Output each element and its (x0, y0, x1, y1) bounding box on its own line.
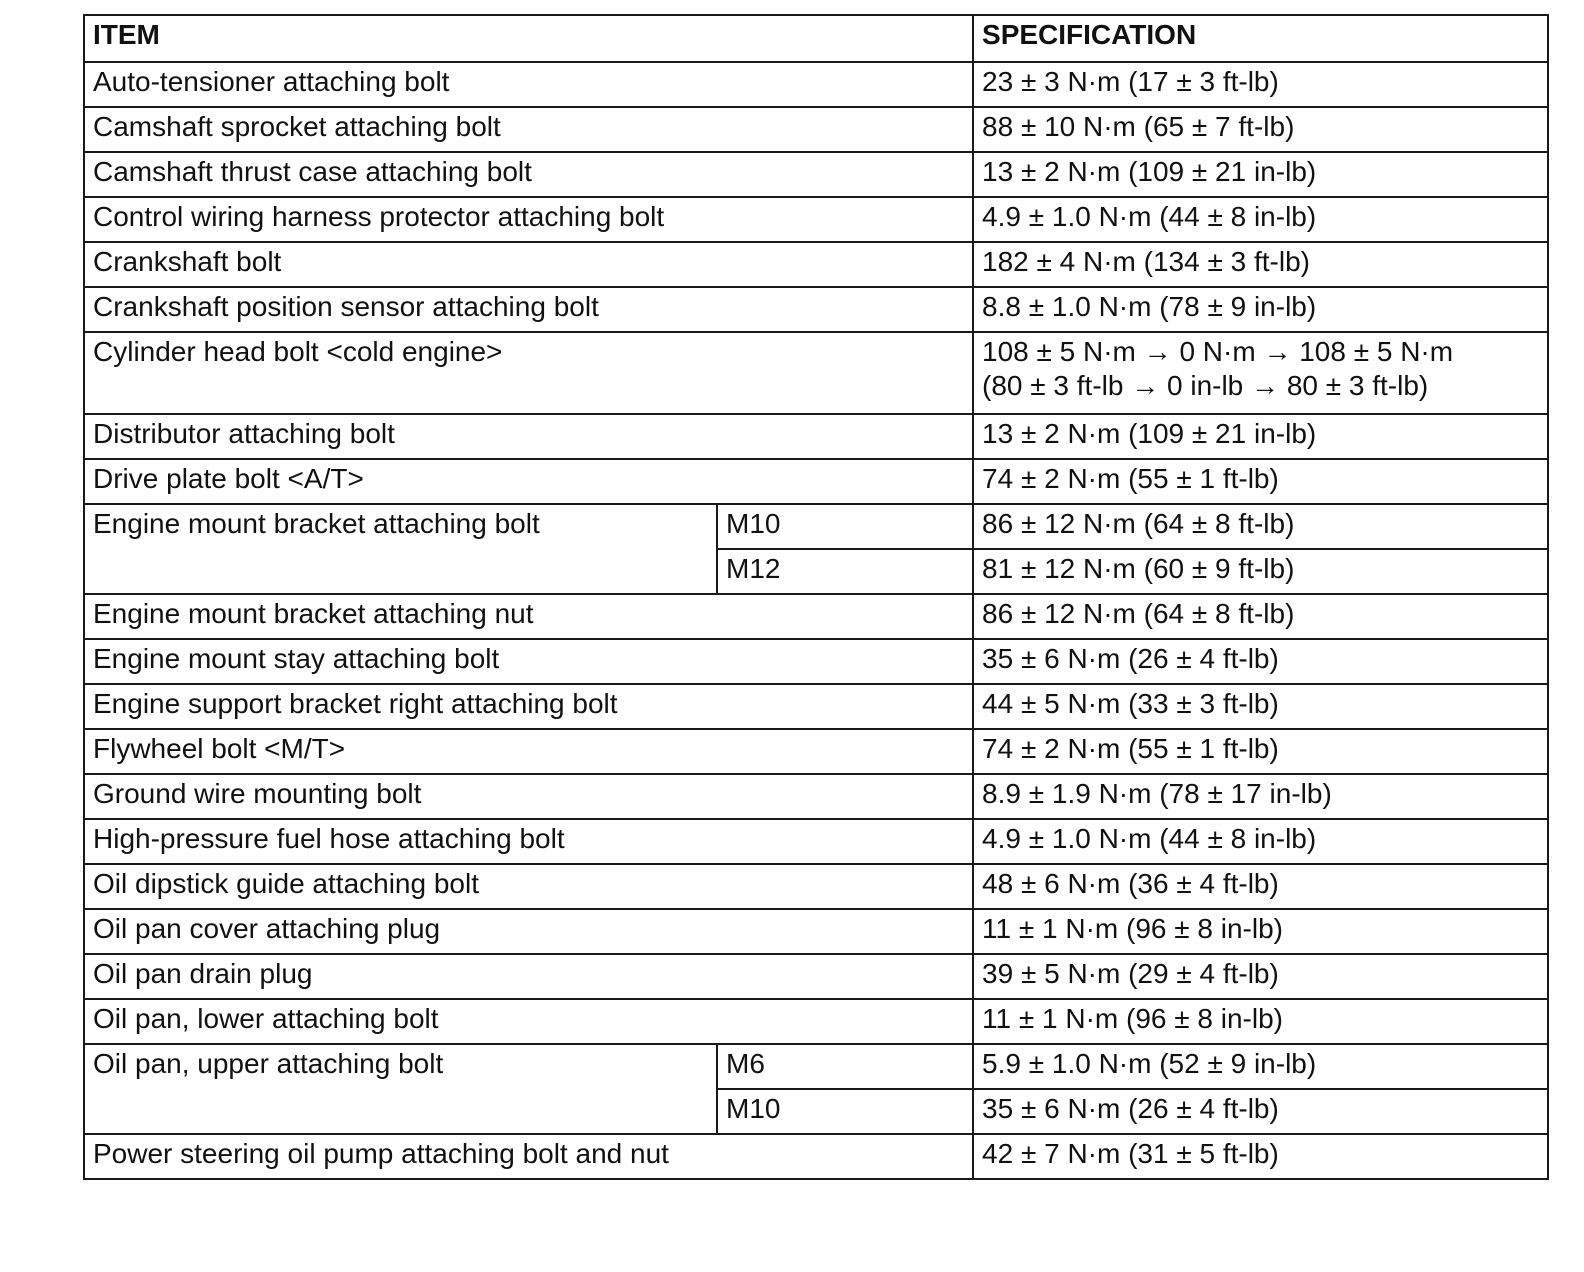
table-row (84, 414, 1548, 459)
table-row (84, 864, 1548, 909)
specification-cell (973, 954, 1548, 999)
item-cell: Cylinder head bolt <cold engine> (84, 332, 973, 414)
specification-line: 74 ± 2 N·m (55 ± 1 ft-lb) (982, 463, 1279, 494)
header-item: ITEM (84, 15, 973, 62)
item-cell: Oil pan, lower attaching bolt (84, 999, 973, 1044)
specification-line: 88 ± 10 N·m (65 ± 7 ft-lb) (982, 111, 1295, 142)
specification-cell (973, 729, 1548, 774)
specification-line: 108 ± 5 N·m → 0 N·m → 108 ± 5 N·m (982, 336, 1454, 367)
table-row (84, 287, 1548, 332)
item-cell: Crankshaft position sensor attaching bolt (84, 287, 973, 332)
table-body (84, 62, 1548, 1179)
specification-cell (973, 1134, 1548, 1179)
size-cell: M10 (717, 1089, 973, 1134)
specification-line: 8.8 ± 1.0 N·m (78 ± 9 in-lb) (982, 291, 1317, 322)
table-row (84, 459, 1548, 504)
item-cell: Oil dipstick guide attaching bolt (84, 864, 973, 909)
table-row (84, 62, 1548, 107)
specification-line: 11 ± 1 N·m (96 ± 8 in-lb) (982, 913, 1283, 944)
specification-cell: 5.9 ± 1.0 N·m (52 ± 9 in-lb) (973, 1044, 1548, 1089)
size-cell: M10 (717, 504, 973, 549)
item-cell: Camshaft thrust case attaching bolt (84, 152, 973, 197)
specification-cell (973, 774, 1548, 819)
specification-cell (973, 459, 1548, 504)
specification-cell (973, 197, 1548, 242)
specification-line: 4.9 ± 1.0 N·m (44 ± 8 in-lb) (982, 823, 1317, 854)
item-cell: Oil pan, upper attaching bolt (84, 1044, 717, 1134)
table-row (84, 639, 1548, 684)
specification-line: 13 ± 2 N·m (109 ± 21 in-lb) (982, 418, 1317, 449)
specification-line: 13 ± 2 N·m (109 ± 21 in-lb) (982, 156, 1317, 187)
item-cell: Control wiring harness protector attaching bolt (84, 197, 973, 242)
table-row (84, 1134, 1548, 1179)
specification-line: 39 ± 5 N·m (29 ± 4 ft-lb) (982, 958, 1279, 989)
specification-cell (973, 107, 1548, 152)
item-cell: Engine support bracket right attaching bolt (84, 684, 973, 729)
specification-line: 182 ± 4 N·m (134 ± 3 ft-lb) (982, 246, 1310, 277)
table-row (84, 774, 1548, 819)
specification-cell (973, 152, 1548, 197)
specification-line: 44 ± 5 N·m (33 ± 3 ft-lb) (982, 688, 1279, 719)
size-cell: M6 (717, 1044, 973, 1089)
item-cell: Crankshaft bolt (84, 242, 973, 287)
table-row (84, 594, 1548, 639)
specification-line: 86 ± 12 N·m (64 ± 8 ft-lb) (982, 598, 1295, 629)
item-cell: Engine mount bracket attaching bolt (84, 504, 717, 594)
item-cell: High-pressure fuel hose attaching bolt (84, 819, 973, 864)
specification-cell (973, 864, 1548, 909)
specification-line: 8.9 ± 1.9 N·m (78 ± 17 in-lb) (982, 778, 1332, 809)
specification-cell (973, 684, 1548, 729)
specification-cell (973, 242, 1548, 287)
table-row (84, 152, 1548, 197)
item-cell: Camshaft sprocket attaching bolt (84, 107, 973, 152)
item-cell: Engine mount bracket attaching nut (84, 594, 973, 639)
table-header-row (84, 15, 1548, 62)
item-cell: Oil pan drain plug (84, 954, 973, 999)
header-specification: SPECIFICATION (973, 15, 1548, 62)
specification-cell (973, 594, 1548, 639)
specification-line: 42 ± 7 N·m (31 ± 5 ft-lb) (982, 1138, 1279, 1169)
specification-cell (973, 287, 1548, 332)
item-cell: Drive plate bolt <A/T> (84, 459, 973, 504)
table-row (84, 197, 1548, 242)
specification-cell (973, 909, 1548, 954)
table-row (84, 729, 1548, 774)
specification-cell: 81 ± 12 N·m (60 ± 9 ft-lb) (973, 549, 1548, 594)
torque-spec-table (83, 14, 1549, 1180)
specification-cell (973, 819, 1548, 864)
specification-line: 35 ± 6 N·m (26 ± 4 ft-lb) (982, 643, 1279, 674)
specification-cell (973, 999, 1548, 1044)
item-cell: Engine mount stay attaching bolt (84, 639, 973, 684)
specification-line: 11 ± 1 N·m (96 ± 8 in-lb) (982, 1003, 1283, 1034)
item-cell: Flywheel bolt <M/T> (84, 729, 973, 774)
table-row (84, 242, 1548, 287)
specification-cell (973, 62, 1548, 107)
size-cell: M12 (717, 549, 973, 594)
table-row (84, 684, 1548, 729)
specification-line: 23 ± 3 N·m (17 ± 3 ft-lb) (982, 66, 1279, 97)
item-cell: Auto-tensioner attaching bolt (84, 62, 973, 107)
specification-cell: 35 ± 6 N·m (26 ± 4 ft-lb) (973, 1089, 1548, 1134)
table-row (84, 999, 1548, 1044)
table-row (84, 954, 1548, 999)
item-cell: Power steering oil pump attaching bolt and nut (84, 1134, 973, 1179)
table-row (84, 819, 1548, 864)
specification-line: 4.9 ± 1.0 N·m (44 ± 8 in-lb) (982, 201, 1317, 232)
table-row (84, 909, 1548, 954)
specification-cell: 86 ± 12 N·m (64 ± 8 ft-lb) (973, 504, 1548, 549)
specification-cell (973, 414, 1548, 459)
table-row (84, 504, 1548, 549)
item-cell: Distributor attaching bolt (84, 414, 973, 459)
specification-line: (80 ± 3 ft-lb → 0 in-lb → 80 ± 3 ft-lb) (982, 370, 1429, 401)
specification-cell (973, 332, 1548, 414)
table-row (84, 332, 1548, 414)
specification-cell (973, 639, 1548, 684)
item-cell: Ground wire mounting bolt (84, 774, 973, 819)
specification-line: 48 ± 6 N·m (36 ± 4 ft-lb) (982, 868, 1279, 899)
table-row (84, 1044, 1548, 1089)
table-row (84, 107, 1548, 152)
specification-line: 74 ± 2 N·m (55 ± 1 ft-lb) (982, 733, 1279, 764)
item-cell: Oil pan cover attaching plug (84, 909, 973, 954)
